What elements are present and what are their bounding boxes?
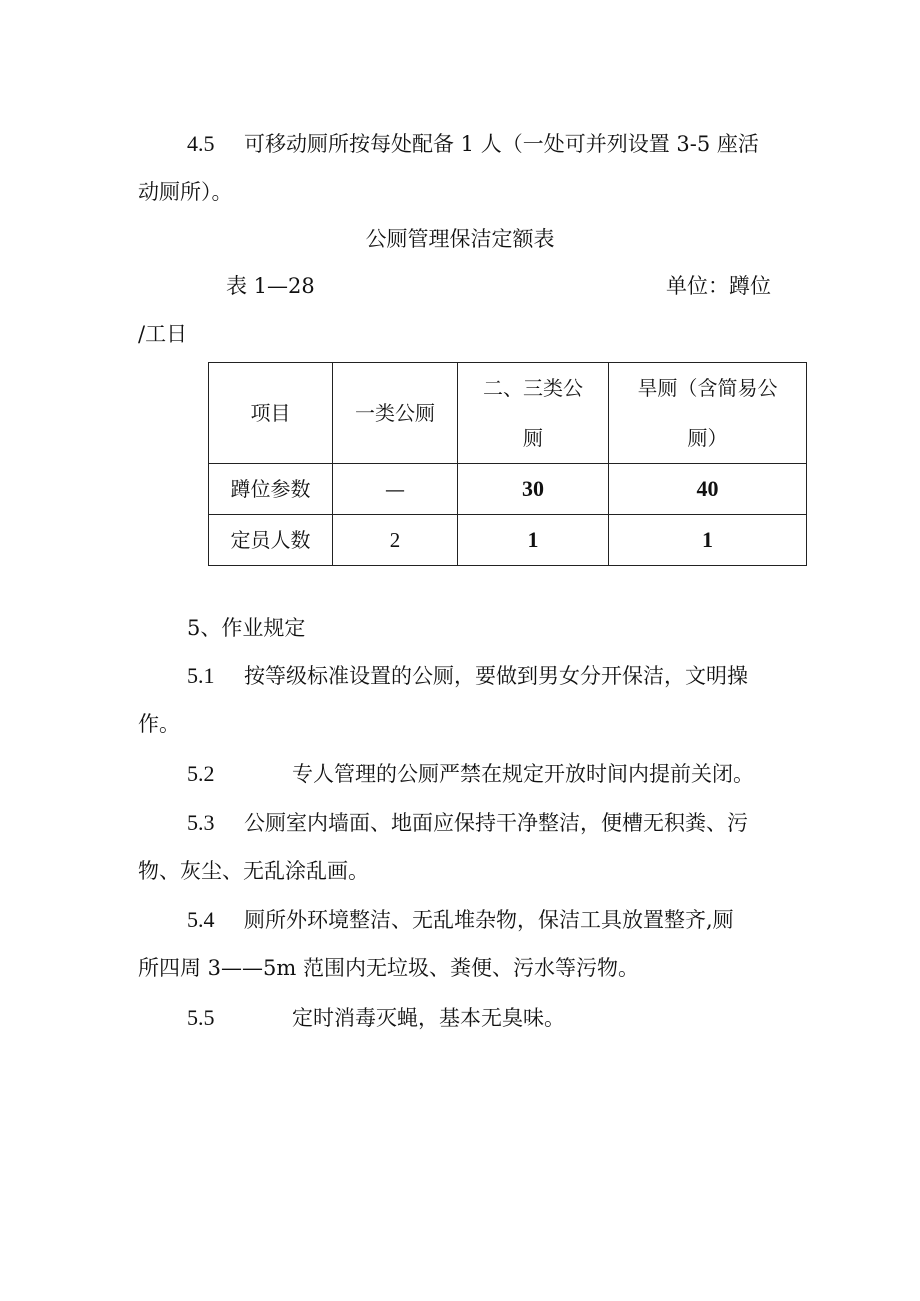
para-5-3-number: 5.3 bbox=[187, 810, 215, 835]
para-5-5-text: 定时消毒灭蝇，基本无臭味。 bbox=[292, 1006, 565, 1030]
cell-class23: 30 bbox=[458, 464, 609, 515]
row-label: 蹲位参数 bbox=[209, 464, 333, 515]
para-5-2-number: 5.2 bbox=[187, 761, 215, 786]
para-5-3-line2: 物、灰尘、无乱涂乱画。 bbox=[138, 859, 369, 883]
cell-dry: 1 bbox=[609, 515, 807, 566]
para-5-5-number: 5.5 bbox=[187, 1005, 215, 1030]
header-dry-line2: 厕） bbox=[687, 426, 728, 450]
header-class23-line2: 厕 bbox=[523, 426, 543, 450]
quota-table bbox=[208, 362, 807, 566]
para-5-4-line1: 厕所外环境整洁、无乱堆杂物，保洁工具放置整齐,厕 bbox=[244, 908, 734, 932]
table-row bbox=[209, 515, 807, 566]
row-label: 定员人数 bbox=[209, 515, 333, 566]
cell-class23: 1 bbox=[458, 515, 609, 566]
para-5-1-line1: 按等级标准设置的公厕，要做到男女分开保洁，文明操 bbox=[244, 664, 748, 688]
unit-label-cont: /工日 bbox=[138, 322, 188, 346]
table-header-row bbox=[209, 363, 807, 464]
para-4-5-number: 4.5 bbox=[187, 131, 215, 156]
header-class23-line1: 二、三类公 bbox=[483, 376, 583, 400]
unit-label: 单位：蹲位 bbox=[666, 274, 771, 298]
header-dry bbox=[609, 363, 807, 464]
header-class1: 一类公厕 bbox=[333, 363, 458, 464]
table-number: 表 1—28 bbox=[226, 274, 315, 298]
para-4-5-line1: 可移动厕所按每处配备 1 人（一处可并列设置 3-5 座活 bbox=[244, 132, 759, 156]
para-5-1-line2: 作。 bbox=[138, 712, 180, 736]
table-title: 公厕管理保洁定额表 bbox=[365, 227, 555, 251]
para-5-4-line2: 所四周 3——5m 范围内无垃圾、粪便、污水等污物。 bbox=[138, 956, 639, 980]
header-item: 项目 bbox=[209, 363, 333, 464]
table-row bbox=[209, 464, 807, 515]
cell-dry: 40 bbox=[609, 464, 807, 515]
para-5-1-number: 5.1 bbox=[187, 663, 215, 688]
header-dry-line1: 旱厕（含简易公 bbox=[637, 376, 778, 400]
section-5-heading: 5、作业规定 bbox=[187, 616, 306, 640]
para-5-3-line1: 公厕室内墙面、地面应保持干净整洁，便槽无积粪、污 bbox=[244, 811, 748, 835]
cell-class1: — bbox=[333, 464, 458, 515]
para-5-4-number: 5.4 bbox=[187, 907, 215, 932]
cell-class1: 2 bbox=[333, 515, 458, 566]
para-4-5-line2: 动厕所）。 bbox=[138, 180, 233, 204]
header-class23 bbox=[458, 363, 609, 464]
para-5-2-text: 专人管理的公厕严禁在规定开放时间内提前关闭。 bbox=[292, 762, 754, 786]
